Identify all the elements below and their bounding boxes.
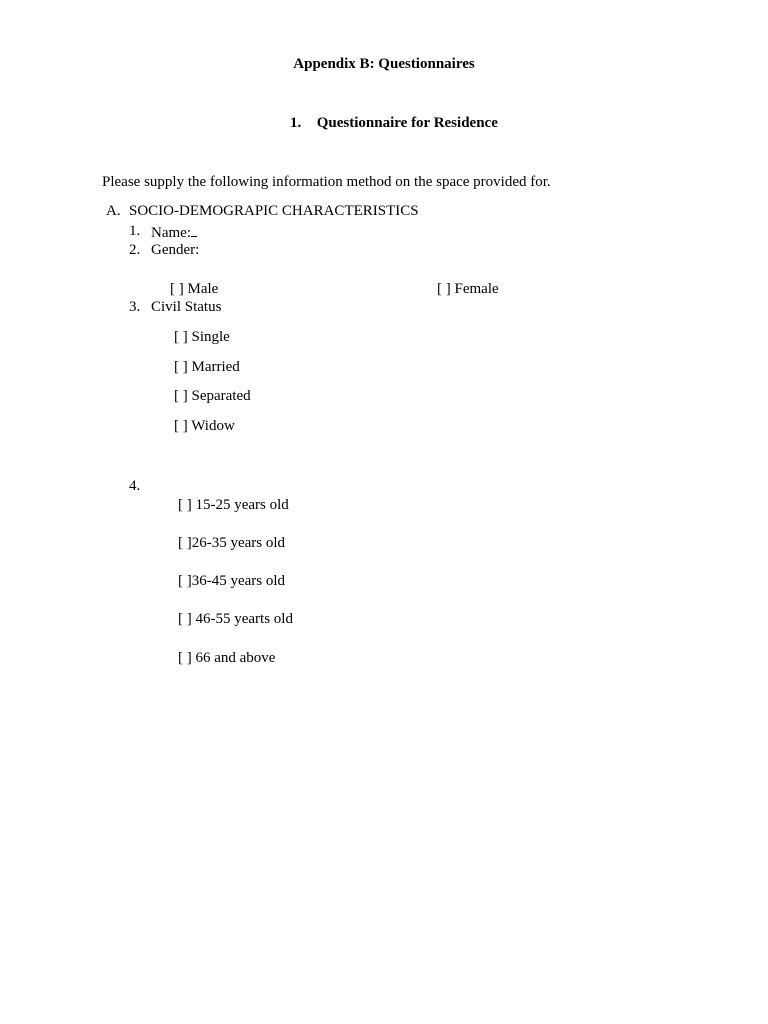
civil-status-option-single[interactable]: [ ] Single — [174, 329, 230, 345]
part-a-title: SOCIO-DEMOGRAPIC CHARACTERISTICS — [129, 203, 419, 219]
civil-status-option-married[interactable]: [ ] Married — [174, 359, 240, 375]
question-2-number: 2. — [129, 242, 141, 258]
question-2-label: Gender: — [151, 242, 200, 258]
question-3-number: 3. — [129, 299, 141, 315]
appendix-title-text: Appendix B: Questionnaires — [293, 56, 475, 72]
age-option-36-45[interactable]: [ ]36-45 years old — [178, 573, 286, 589]
appendix-title — [0, 55, 768, 73]
question-1-number: 1. — [129, 223, 141, 239]
age-option-66-above[interactable]: [ ] 66 and above — [178, 650, 276, 666]
civil-status-option-widow[interactable]: [ ] Widow — [174, 418, 235, 434]
question-4-number: 4. — [129, 478, 141, 494]
age-option-46-55[interactable]: [ ] 46-55 yearts old — [178, 611, 293, 627]
section-number: 1. — [290, 115, 302, 131]
gender-option-female[interactable]: [ ] Female — [437, 281, 499, 297]
section-heading — [290, 114, 498, 132]
name-blank-line[interactable] — [191, 222, 197, 237]
age-option-15-25[interactable]: [ ] 15-25 years old — [178, 497, 289, 513]
gender-option-male[interactable]: [ ] Male — [170, 281, 219, 297]
part-a-letter: A. — [106, 203, 121, 219]
age-option-26-35[interactable]: [ ]26-35 years old — [178, 535, 286, 551]
question-3-label: Civil Status — [151, 299, 222, 315]
question-1-label: Name: — [151, 225, 191, 241]
civil-status-option-separated[interactable]: [ ] Separated — [174, 388, 251, 404]
instructions-text: Please supply the following information method on the space provided for. — [102, 174, 551, 190]
section-title: Questionnaire for Residence — [316, 115, 498, 131]
question-1-name — [151, 222, 197, 242]
